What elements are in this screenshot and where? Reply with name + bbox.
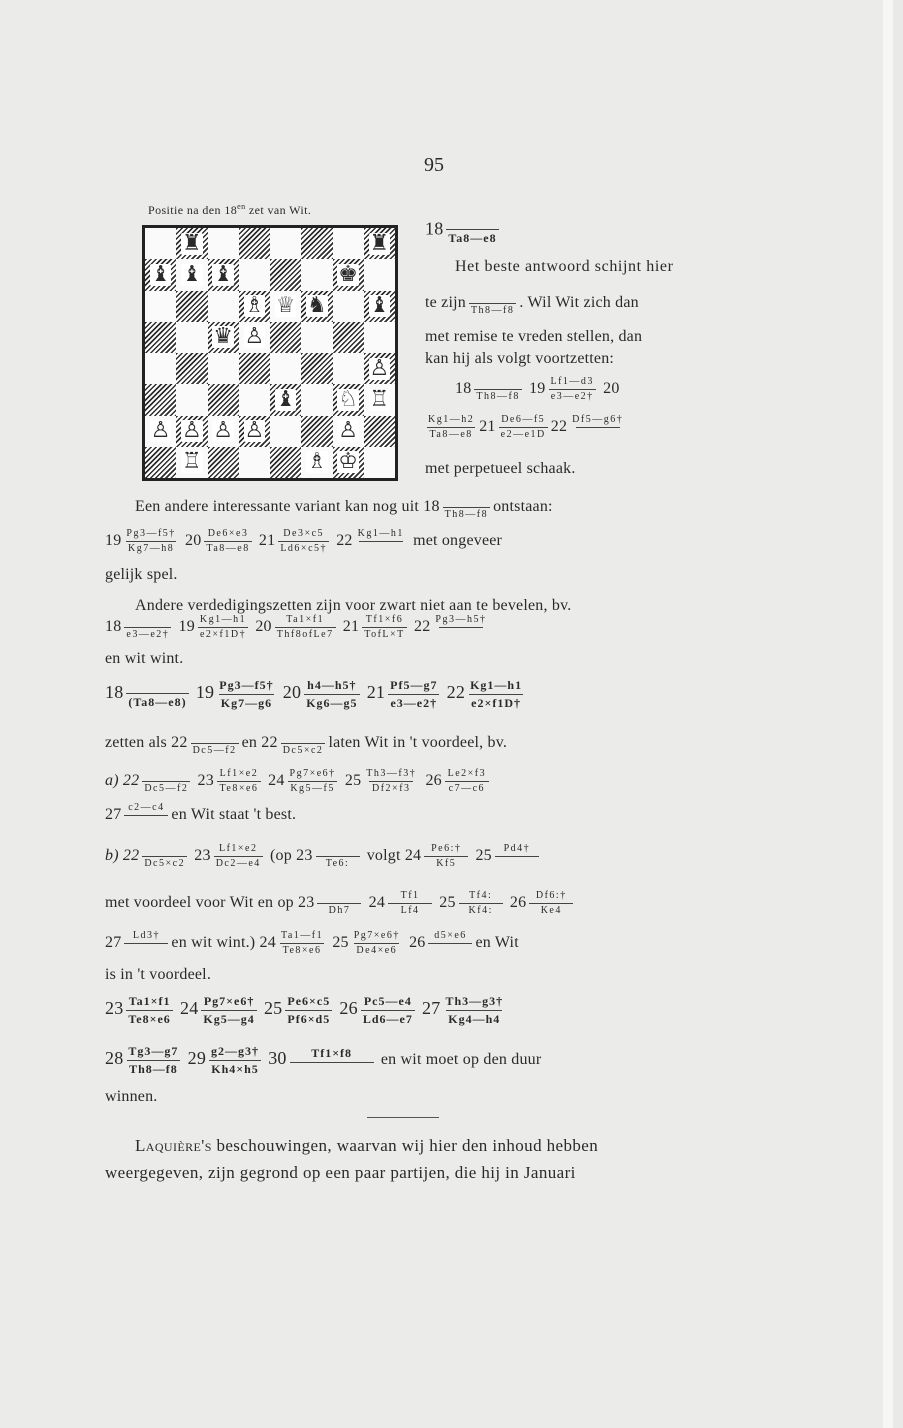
move-text: Dc5—f2 [192, 745, 237, 756]
board-square [270, 447, 301, 478]
move-text: Th8—f8 [476, 391, 520, 402]
chess-piece-icon: ♙ [369, 355, 390, 381]
move-number: 24 [268, 772, 285, 790]
move-text: Ld6—e7 [362, 1012, 413, 1026]
board-square [176, 447, 207, 478]
move-text: Ld6×c5† [280, 543, 328, 554]
move-text: De4×e6 [356, 945, 398, 956]
chess-piece-icon: ♝ [369, 293, 390, 319]
move-number: 24 [180, 998, 199, 1019]
move-text: Ta8—e8 [206, 543, 250, 554]
variation-b [105, 843, 542, 870]
variation-line-bold [105, 678, 527, 711]
board-square [239, 291, 270, 322]
move-number: 21 [366, 682, 386, 703]
board-square [364, 322, 395, 353]
chess-piece-icon: ♜ [369, 230, 390, 256]
blank-denominator [124, 815, 168, 829]
board-square [270, 416, 301, 447]
text: volgt 24 [366, 847, 422, 865]
move-number: 25 [344, 772, 362, 790]
board-square [239, 259, 270, 290]
board-square [145, 259, 176, 290]
move-number: 21 [479, 418, 496, 436]
move-text: Ta1×f1 [128, 994, 171, 1008]
chess-piece-icon: ♛ [213, 324, 233, 350]
move-number: b) 22 [105, 847, 140, 865]
paragraph-line: Andere verdedigingszetten zijn voor zwart niet aan te bevelen, bv. [135, 597, 572, 614]
variation-line [105, 528, 502, 555]
move-number: 22 [550, 418, 568, 436]
move-text: e2×f1D† [199, 629, 247, 640]
move-number: 19 [529, 380, 546, 398]
move-text: c2—c4 [128, 802, 165, 813]
move-text: Te6: [316, 856, 360, 870]
chess-piece-icon: ♖ [369, 386, 390, 412]
text: en wit wint.) 24 [171, 934, 276, 952]
board-square [145, 291, 176, 322]
move-text: c7—c6 [445, 781, 489, 795]
paragraph-line: Het beste antwoord schijnt hier [455, 258, 674, 275]
paragraph-line: en wit wint. [105, 650, 184, 667]
paragraph-line [105, 730, 507, 757]
move-text: Kh4×h5 [211, 1062, 259, 1076]
move-text: Th8—f8 [444, 509, 489, 520]
board-square [301, 353, 332, 384]
blank-numerator [336, 843, 340, 856]
move-text: De6×e3 [207, 528, 249, 539]
paragraph-line: gelijk spel. [105, 566, 178, 583]
board-square [145, 384, 176, 415]
paragraph-line: kan hij als volgt voortzetten: [425, 350, 615, 367]
variation-line [423, 414, 628, 441]
move-number: 20 [185, 532, 202, 550]
move-number: 23 [197, 772, 214, 790]
board-square [364, 228, 395, 259]
move-text: Pg3—h5† [435, 614, 487, 625]
move-text: Kf4: [459, 903, 503, 917]
move-18-heading [425, 216, 502, 246]
move-number: 22 [446, 682, 466, 703]
board-square [270, 353, 301, 384]
board-square [333, 447, 364, 478]
text: en 22 [241, 734, 278, 752]
chess-piece-icon: ♗ [307, 449, 327, 475]
board-square [239, 228, 270, 259]
board-square [333, 384, 364, 415]
move-text: Ke4 [529, 903, 573, 917]
paragraph-line [135, 1136, 598, 1156]
board-square [208, 384, 239, 415]
chess-piece-icon: ♝ [213, 261, 233, 287]
move-number: 26 [509, 894, 527, 912]
board-square [239, 353, 270, 384]
move-text: De3×c5 [283, 528, 325, 539]
move-text: Dh7 [317, 903, 361, 917]
board-square [270, 228, 301, 259]
move-text: e3—e2† [550, 391, 594, 402]
variation-line-bold [105, 1044, 541, 1077]
move-number: 25 [263, 998, 283, 1019]
move-text: Kg7—g6 [220, 696, 273, 710]
move-text: TofL×T [364, 629, 405, 640]
move-text: Kg1—h2 [428, 414, 475, 425]
move-text: Te8×e6 [128, 1012, 171, 1026]
board-square [364, 384, 395, 415]
move-number: 25 [439, 894, 456, 912]
move-text: Pg7×e6† [289, 768, 336, 779]
chess-piece-icon: ♞ [307, 293, 327, 319]
board-square [333, 416, 364, 447]
move-text: Pg3—f5† [126, 528, 176, 539]
move-number: 30 [268, 1048, 287, 1069]
move-number: 23 [105, 998, 124, 1019]
chess-piece-icon: ♖ [182, 449, 202, 475]
board-square [239, 416, 270, 447]
move-number: 29 [187, 1048, 207, 1069]
move-text: Df6:† [535, 890, 567, 901]
board-square [333, 322, 364, 353]
board-square [208, 228, 239, 259]
blank-denominator [359, 541, 403, 555]
board-square [239, 384, 270, 415]
board-square [145, 353, 176, 384]
board-square [208, 447, 239, 478]
blank-denominator [290, 1062, 374, 1076]
page-edge [883, 0, 893, 1428]
chess-piece-icon: ♕ [275, 293, 296, 319]
move-number: 27 [105, 934, 122, 952]
board-square [270, 322, 301, 353]
board-square [301, 384, 332, 415]
move-text: g2—g3† [211, 1044, 260, 1058]
move-text: Tf1×f6 [365, 614, 404, 625]
move-text: Te8×e6 [280, 943, 324, 957]
paragraph-line: is in 't voordeel. [105, 966, 212, 983]
move-text: Pf5—g7 [390, 678, 438, 692]
move-text: Tf4: [469, 890, 493, 901]
move-number: 18 [105, 682, 124, 703]
move-text: Th3—f3† [366, 768, 417, 779]
move-number: a) 22 [105, 772, 140, 790]
move-number: 22 [414, 618, 431, 636]
move-number: 27 [105, 806, 122, 824]
board-square [208, 322, 239, 353]
move-text: Dc5—f2 [144, 783, 189, 794]
move-number: 19 [195, 682, 215, 703]
blank-denominator [428, 943, 472, 957]
chess-piece-icon: ♘ [338, 386, 358, 412]
move-text: Lf1×e2 [218, 843, 258, 854]
move-text: Pg7×e6† [353, 930, 400, 941]
move-number: 18 [425, 218, 444, 239]
board-square [364, 447, 395, 478]
text: met voordeel voor Wit en op 23 [105, 894, 315, 912]
move-text: e2—e1D [500, 429, 546, 440]
text: en Wit staat 't best. [171, 806, 297, 824]
text: (op 23 [270, 847, 313, 865]
move-number: 19 [178, 618, 195, 636]
move-number: 25 [475, 847, 492, 865]
text: en Wit [475, 934, 519, 952]
blank-numerator [491, 290, 495, 303]
move-text: Ta8—e8 [448, 231, 497, 245]
move-number: 21 [258, 532, 276, 550]
chess-piece-icon: ♙ [150, 418, 171, 444]
chess-piece-icon: ♝ [182, 261, 202, 287]
chess-piece-icon: ♙ [244, 418, 265, 444]
move-number: 26 [425, 772, 442, 790]
move-text: Kg5—f5 [290, 783, 335, 794]
text: Een andere interessante variant kan nog uit 18 [135, 498, 440, 516]
paragraph-line: winnen. [105, 1088, 158, 1105]
board-square [301, 291, 332, 322]
section-divider [367, 1117, 439, 1118]
move-number: 26 [339, 998, 358, 1019]
board-square [145, 416, 176, 447]
move-text: Dc5×c2 [282, 745, 324, 756]
blank-numerator [337, 890, 341, 903]
move-number: 23 [194, 847, 211, 865]
board-square [301, 322, 332, 353]
move-text: Kg1—h1 [470, 678, 523, 692]
move-number: 24 [368, 894, 386, 912]
board-square [208, 353, 239, 384]
text: ontstaan: [493, 498, 553, 516]
move-text: Pg3—f5† [219, 678, 274, 692]
move-text: Te8×e6 [217, 781, 261, 795]
paragraph-line: met perpetueel schaak. [425, 460, 576, 477]
move-text: Pg7×e6† [203, 994, 255, 1008]
move-text: d5×e6 [434, 930, 467, 941]
chess-piece-icon: ♔ [338, 449, 358, 475]
move-number: 18 [455, 380, 472, 398]
text: zetten als 22 [105, 734, 188, 752]
blank-numerator [301, 730, 305, 743]
board-square [301, 228, 332, 259]
blank-numerator [164, 768, 168, 781]
board-square [364, 353, 395, 384]
move-text: Pe6:† [431, 843, 462, 854]
text: met ongeveer [413, 532, 503, 550]
paragraph-line [135, 494, 553, 521]
caption-tail: zet van Wit. [245, 203, 312, 217]
move-number: 25 [332, 934, 349, 952]
blank-numerator [163, 843, 167, 856]
board-square [145, 447, 176, 478]
paragraph-line: weergegeven, zijn gegrond op een paar partijen, die hij in Januari [105, 1163, 576, 1182]
move-text: Kg1—h1 [357, 528, 404, 539]
move-number: 21 [342, 618, 360, 636]
move-number: 19 [105, 532, 122, 550]
board-square [208, 291, 239, 322]
board-square [333, 353, 364, 384]
paragraph-line: met remise te vreden stellen, dan [425, 328, 643, 345]
move-text: Kg1—h1 [199, 614, 247, 625]
move-text: Th8—f8 [129, 1062, 178, 1076]
move-text: Ta1—f1 [280, 930, 324, 941]
variation-a [105, 768, 492, 795]
chess-piece-icon: ♗ [244, 293, 265, 319]
move-number: 26 [409, 934, 426, 952]
move-text: Kg7—h8 [127, 543, 175, 554]
board-square [301, 259, 332, 290]
move-text: Tf1×f8 [311, 1045, 353, 1060]
move-number: 27 [422, 998, 441, 1019]
chess-piece-icon: ♝ [275, 386, 296, 412]
move-text: Pd4† [503, 843, 531, 854]
move-text: Tf1 [400, 890, 420, 901]
text: en wit moet op den duur [380, 1051, 542, 1069]
board-square [239, 322, 270, 353]
board-square [145, 228, 176, 259]
board-square [364, 291, 395, 322]
blank-numerator [464, 494, 468, 507]
board-square [176, 416, 207, 447]
move-text: Dc2—e4 [215, 858, 261, 869]
variation-line [105, 930, 519, 957]
board-square [208, 416, 239, 447]
blank-denominator [495, 856, 539, 870]
move-text: Kg4—h4 [448, 1012, 501, 1026]
blank-numerator [213, 730, 217, 743]
move-number: 20 [603, 380, 620, 398]
move-text: e2×f1D† [471, 696, 521, 710]
move-text: De6—f5 [501, 414, 546, 425]
page-number: 95 [424, 154, 444, 176]
move-number: 22 [336, 532, 353, 550]
variation-line [105, 890, 576, 917]
board-square [301, 416, 332, 447]
move-text: Pe6×c5 [287, 994, 331, 1008]
board-square [176, 228, 207, 259]
blank-denominator [576, 427, 620, 441]
board-square [208, 259, 239, 290]
board-square [145, 322, 176, 353]
move-text: e3—e2† [126, 629, 170, 640]
move-text: e3—e2† [390, 696, 438, 710]
board-square [239, 447, 270, 478]
blank-numerator [156, 680, 160, 693]
variation-line [105, 614, 491, 641]
move-text: Ld3† [132, 930, 160, 941]
blank-numerator [146, 614, 150, 627]
text: laten Wit in 't voordeel, bv. [328, 734, 508, 752]
variation-line-bold [105, 994, 508, 1027]
move-text: Le2×f3 [447, 768, 487, 779]
move-number: 20 [282, 682, 302, 703]
chess-piece-icon: ♙ [213, 418, 233, 444]
move-text: h4—h5† [307, 678, 357, 692]
move-text: Pc5—e4 [363, 994, 412, 1008]
blank-numerator [471, 216, 475, 229]
move-text: Dc5×c2 [144, 858, 186, 869]
move-text: Tg3—g7 [128, 1044, 179, 1058]
move-text: Df2×f3 [369, 781, 413, 795]
text: te zijn [425, 294, 466, 312]
board-square [270, 384, 301, 415]
variation-line [105, 802, 296, 829]
move-text: Lf1—d3 [550, 376, 594, 387]
text: beschouwingen, waarvan wij hier den inhoud hebben [216, 1136, 599, 1155]
blank-denominator [124, 943, 168, 957]
chess-piece-icon: ♙ [338, 418, 358, 444]
move-text: Lf4 [388, 903, 432, 917]
caption-text: Positie na den 18 [148, 203, 238, 217]
board-square [301, 447, 332, 478]
chess-piece-icon: ♜ [182, 230, 202, 256]
move-text: Th3—g3† [445, 994, 504, 1008]
text: . Wil Wit zich dan [519, 294, 639, 312]
chess-piece-icon: ♚ [338, 261, 358, 287]
move-text: Ta1×f1 [286, 614, 325, 625]
board-square [333, 228, 364, 259]
move-text: Ta8—e8 [429, 429, 473, 440]
board-square [270, 259, 301, 290]
chess-piece-icon: ♙ [244, 324, 265, 350]
move-text: Thf8ofLe7 [276, 629, 334, 640]
board-square [176, 259, 207, 290]
board-square [176, 322, 207, 353]
move-number: 18 [105, 618, 122, 636]
board-square [176, 384, 207, 415]
chess-board [142, 225, 398, 481]
board-square [176, 353, 207, 384]
move-text: Kg6—g5 [306, 696, 358, 710]
board-square [333, 291, 364, 322]
chess-piece-icon: ♙ [182, 418, 202, 444]
blank-denominator [439, 627, 483, 641]
board-caption [148, 202, 311, 218]
caption-superscript: en [237, 202, 246, 211]
author-name: Laquière's [135, 1136, 212, 1155]
board-square [364, 259, 395, 290]
move-text: Df5—g6† [572, 414, 624, 425]
blank-numerator [496, 376, 500, 389]
board-square [176, 291, 207, 322]
board-square [270, 291, 301, 322]
paragraph-line [425, 290, 639, 317]
move-text: Kf5 [424, 856, 468, 870]
move-text: Kg5—g4 [203, 1012, 255, 1026]
board-square [333, 259, 364, 290]
move-text: (Ta8—e8) [128, 694, 187, 709]
chess-piece-icon: ♝ [150, 261, 171, 287]
move-text: Pf6×d5 [287, 1012, 331, 1026]
move-number: 20 [255, 618, 272, 636]
variation-line [455, 376, 620, 403]
move-text: Th8—f8 [470, 305, 515, 316]
board-square [364, 416, 395, 447]
move-text: Lf1×e2 [219, 768, 259, 779]
move-number: 28 [105, 1048, 124, 1069]
